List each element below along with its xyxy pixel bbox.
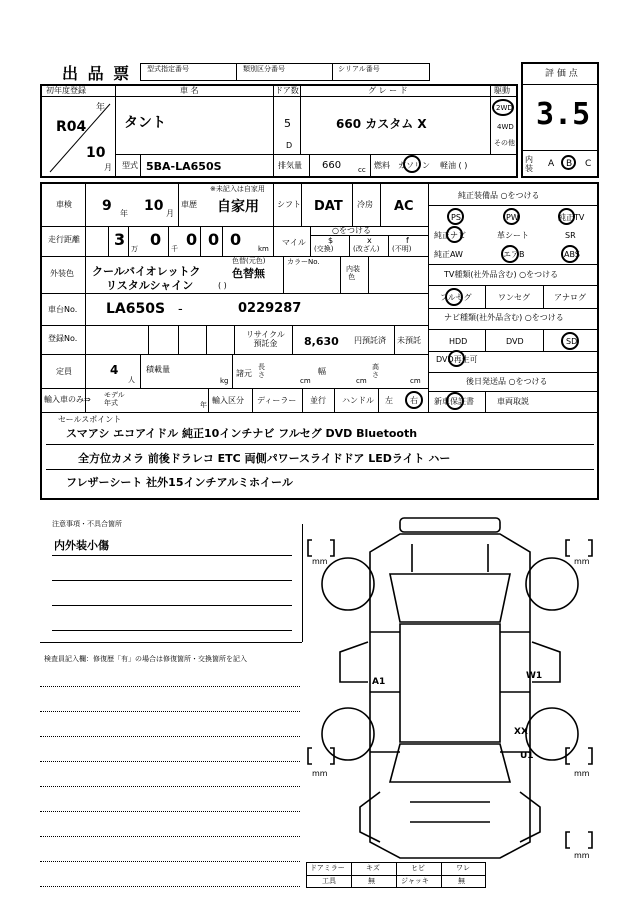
tv-oneseg: ワンセグ [498,293,530,302]
history-note: ※未記入は自家用 [210,185,265,193]
diagram-mm: mm [574,557,590,566]
import-dealer: ディーラー [257,396,297,405]
shaken-label: 車検 [56,200,72,209]
equip-ps-circle [447,208,464,225]
dims-cm: cm [300,377,311,385]
page-title: 出 品 票 [62,64,132,83]
load-unit: kg [220,377,229,385]
damage-mark-w1: W1 [526,671,543,681]
fuel-label: 燃料 [374,161,390,170]
import-cat-label: 輸入区分 [212,396,244,405]
first-reg-month: 10 [86,145,106,161]
shaken-month-unit: 月 [166,209,174,218]
inspector-label: 検査員記入欄：修復歴「有」の場合は修復箇所・交換箇所を記入 [44,655,247,663]
diagram-mm: mm [312,557,328,566]
equip-leather: 革シート [497,231,529,240]
bt-cell: キズ [366,864,380,872]
dvd-play-circle [448,350,465,367]
mileage-opt-dollar: $ [328,236,334,245]
history-value: 自家用 [217,199,259,215]
interior-b-circle [561,155,576,170]
mileage-opt-x: x [367,236,372,245]
handle-right-circle [405,391,423,409]
dims-height: 高 さ [372,363,379,379]
equip-aw: 純正AW [434,250,463,259]
tv-analog: アナログ [554,293,586,302]
bt-cell: ヒビ [411,864,425,872]
diagram-mm: mm [312,769,328,778]
mileage-mile: マイル [282,238,306,247]
ac-value: AC [394,199,414,214]
later-warranty: 新車保証書 [434,397,474,406]
equip-navi-circle [446,226,463,243]
bt-cell: ジャッキ [401,877,429,885]
first-reg-label: 初年度登録 [46,86,86,95]
mileage-man: 万 [131,245,138,253]
color-no-label: カラーNo. [287,258,320,266]
capacity-label: 定員 [56,367,72,376]
shift-label: シフト [277,200,301,209]
later-manual: 車両取説 [497,397,529,406]
color-label: 外装色 [50,269,74,278]
mileage-digit: 0 [186,230,198,249]
recycle-not: 未預託 [397,336,421,345]
dims-cm: cm [410,377,421,385]
doors-value: 5 [284,117,291,130]
bt-cell: 無 [368,877,375,885]
equip-abs: ABS [564,250,580,259]
equip-pw-circle [503,208,520,225]
year-unit: 年 [96,103,106,113]
diagram-mm: mm [574,769,590,778]
equip-abs-circle [561,245,579,263]
bt-cell: ワレ [456,864,470,872]
shaken-year-unit: 年 [120,209,128,218]
sales-point-label: セールスポイント [58,415,122,424]
mileage-opt-sub: (交換) [314,245,334,253]
header-cell-label: シリアル番号 [338,65,380,73]
grade-value: 660 カスタム X [336,117,427,131]
dims-length: 長 さ [258,363,265,379]
equip-pw: PW [506,213,519,222]
equip-sr: SR [565,231,576,240]
color-orig-value: 色替無 [232,267,265,280]
mileage-opt-sub: (改ざん) [353,245,380,253]
mileage-digit: 0 [230,230,242,249]
interior-opt-c: C [585,159,592,169]
mileage-opt-sub: (不明) [392,245,412,253]
history-label: 車歴 [181,200,197,209]
drive-2wd: 2WD [496,104,513,112]
header-cell-label: 類別区分番号 [243,65,285,73]
drive-4wd: 4WD [497,123,514,131]
fuel-other: 軽油 ( ) [440,161,468,170]
mileage-label: 走行距離 [48,235,80,244]
interior-label: 内 装 [525,155,533,173]
dims-cm: cm [356,377,367,385]
car-name-value: タント [124,115,166,131]
mileage-opt-f: f [406,236,409,245]
model-label: 型式 [122,161,138,170]
nav-title: ナビ種類(社外品含む) ○をつける [444,313,564,322]
grade-label: グ レ ー ド [368,86,408,95]
mileage-circle-note: ○をつける [332,226,371,235]
shift-value: DAT [314,199,343,214]
dims-width: 幅 [318,367,326,376]
car-name-label: 車 名 [180,86,199,95]
mileage-sen: 千 [171,245,178,253]
nav-sd: SD [566,337,578,346]
chassis-label: 車台No. [48,305,78,314]
mileage-unit: km [258,245,269,253]
notes-value: 内外装小傷 [54,539,109,552]
recycle-label: リサイクル 預託金 [246,330,285,348]
capacity-value: 4 [110,363,119,377]
doors-unit: D [286,141,293,150]
load-label: 積載量 [146,365,170,374]
dvd-play: DVD再生可 [436,355,478,364]
handle-label: ハンドル [342,396,374,405]
first-reg-era: R04 [56,119,87,135]
equipment-title: 純正装備品 ○をつける [458,191,540,200]
car-diagram [300,512,600,872]
reg-no-label: 登録No. [48,334,78,343]
displacement-label: 排気量 [278,161,302,170]
mileage-digit: 3 [114,230,126,249]
equip-ps: PS [451,213,461,222]
equip-airbag-circle [501,245,519,263]
nav-dvd: DVD [506,337,524,346]
capacity-unit: 人 [128,376,135,384]
color-value-2: リスタルシャイン [106,279,194,292]
mileage-digit: 0 [150,230,162,249]
chassis-number: 0229287 [238,301,302,316]
doors-label: ドア数 [275,86,299,95]
color-orig-label: 色替(元色) [232,257,266,265]
equip-navi: 純正ナビ [434,231,466,240]
diagram-mm: mm [574,851,590,860]
score-value: 3.5 [536,97,591,132]
dims-label: 諸元 [236,369,252,378]
tv-fullseg-circle [445,288,463,306]
sales-point-line: 全方位カメラ 前後ドラレコ ETC 両側パワースライドドア LEDライト ハー [78,452,451,465]
drive-2wd-circle [492,99,514,116]
recycle-unit: 円預託済 [354,336,386,345]
nav-hdd: HDD [449,337,468,346]
ac-label: 冷房 [357,200,373,209]
color-paren: ( ) [218,281,227,290]
interior-color-label: 内装 色 [346,265,360,281]
damage-mark-a1: A1 [372,677,386,687]
nav-sd-circle [561,332,579,350]
damage-mark-xx: XX [514,727,528,737]
model-year-label: モデル 年式 [104,391,125,407]
bt-cell: ドアミラー [310,864,345,872]
tv-title: TV種類(社外品含む) ○をつける [444,270,559,279]
month-unit: 月 [104,163,112,172]
fuel-gasoline-circle [403,155,421,173]
bt-cell: 工具 [322,877,336,885]
import-parallel: 並行 [310,396,326,405]
fuel-value: ガソリン [398,161,430,170]
equip-airbag: エアB [503,250,525,259]
interior-opt-a: A [548,159,555,169]
shaken-month: 10 [144,198,164,214]
bt-cell: 無 [458,877,465,885]
notes-label: 注意事項・不具合箇所 [52,520,122,528]
damage-mark-u1: U1 [520,751,534,761]
handle-left: 左 [385,396,393,405]
import-year-unit: 年 [200,401,207,409]
header-cell-label: 型式指定番号 [147,65,189,73]
color-value-1: クールバイオレットク [92,265,201,278]
import-label: 輸入車のみ⇒ [44,395,91,404]
shaken-year: 9 [102,198,112,214]
displacement-unit: cc [358,166,366,174]
handle-right: 右 [410,396,418,405]
tv-fullseg: フルセグ [440,293,472,302]
model-value: 5BA-LA650S [146,160,222,173]
later-title: 後日発送品 ○をつける [466,377,548,386]
drive-label: 駆動 [494,86,510,95]
sales-point-line: フレザーシート 社外15インチアルミホイール [66,476,293,489]
displacement-value: 660 [322,160,342,171]
score-label: 評 価 点 [545,69,578,79]
chassis-model: LA650S [106,301,166,317]
interior-opt-b: B [566,159,573,169]
recycle-value: 8,630 [304,335,339,348]
sales-point-line: スマアシ エコアイドル 純正10インチナビ フルセグ DVD Bluetooth [66,427,418,440]
equip-tv: 純正TV [558,213,585,222]
mileage-digit: 0 [208,230,220,249]
chassis-dash: - [178,302,183,317]
later-warranty-circle [446,392,464,410]
equip-tv-circle [558,208,575,225]
drive-other: その他 [494,139,515,147]
